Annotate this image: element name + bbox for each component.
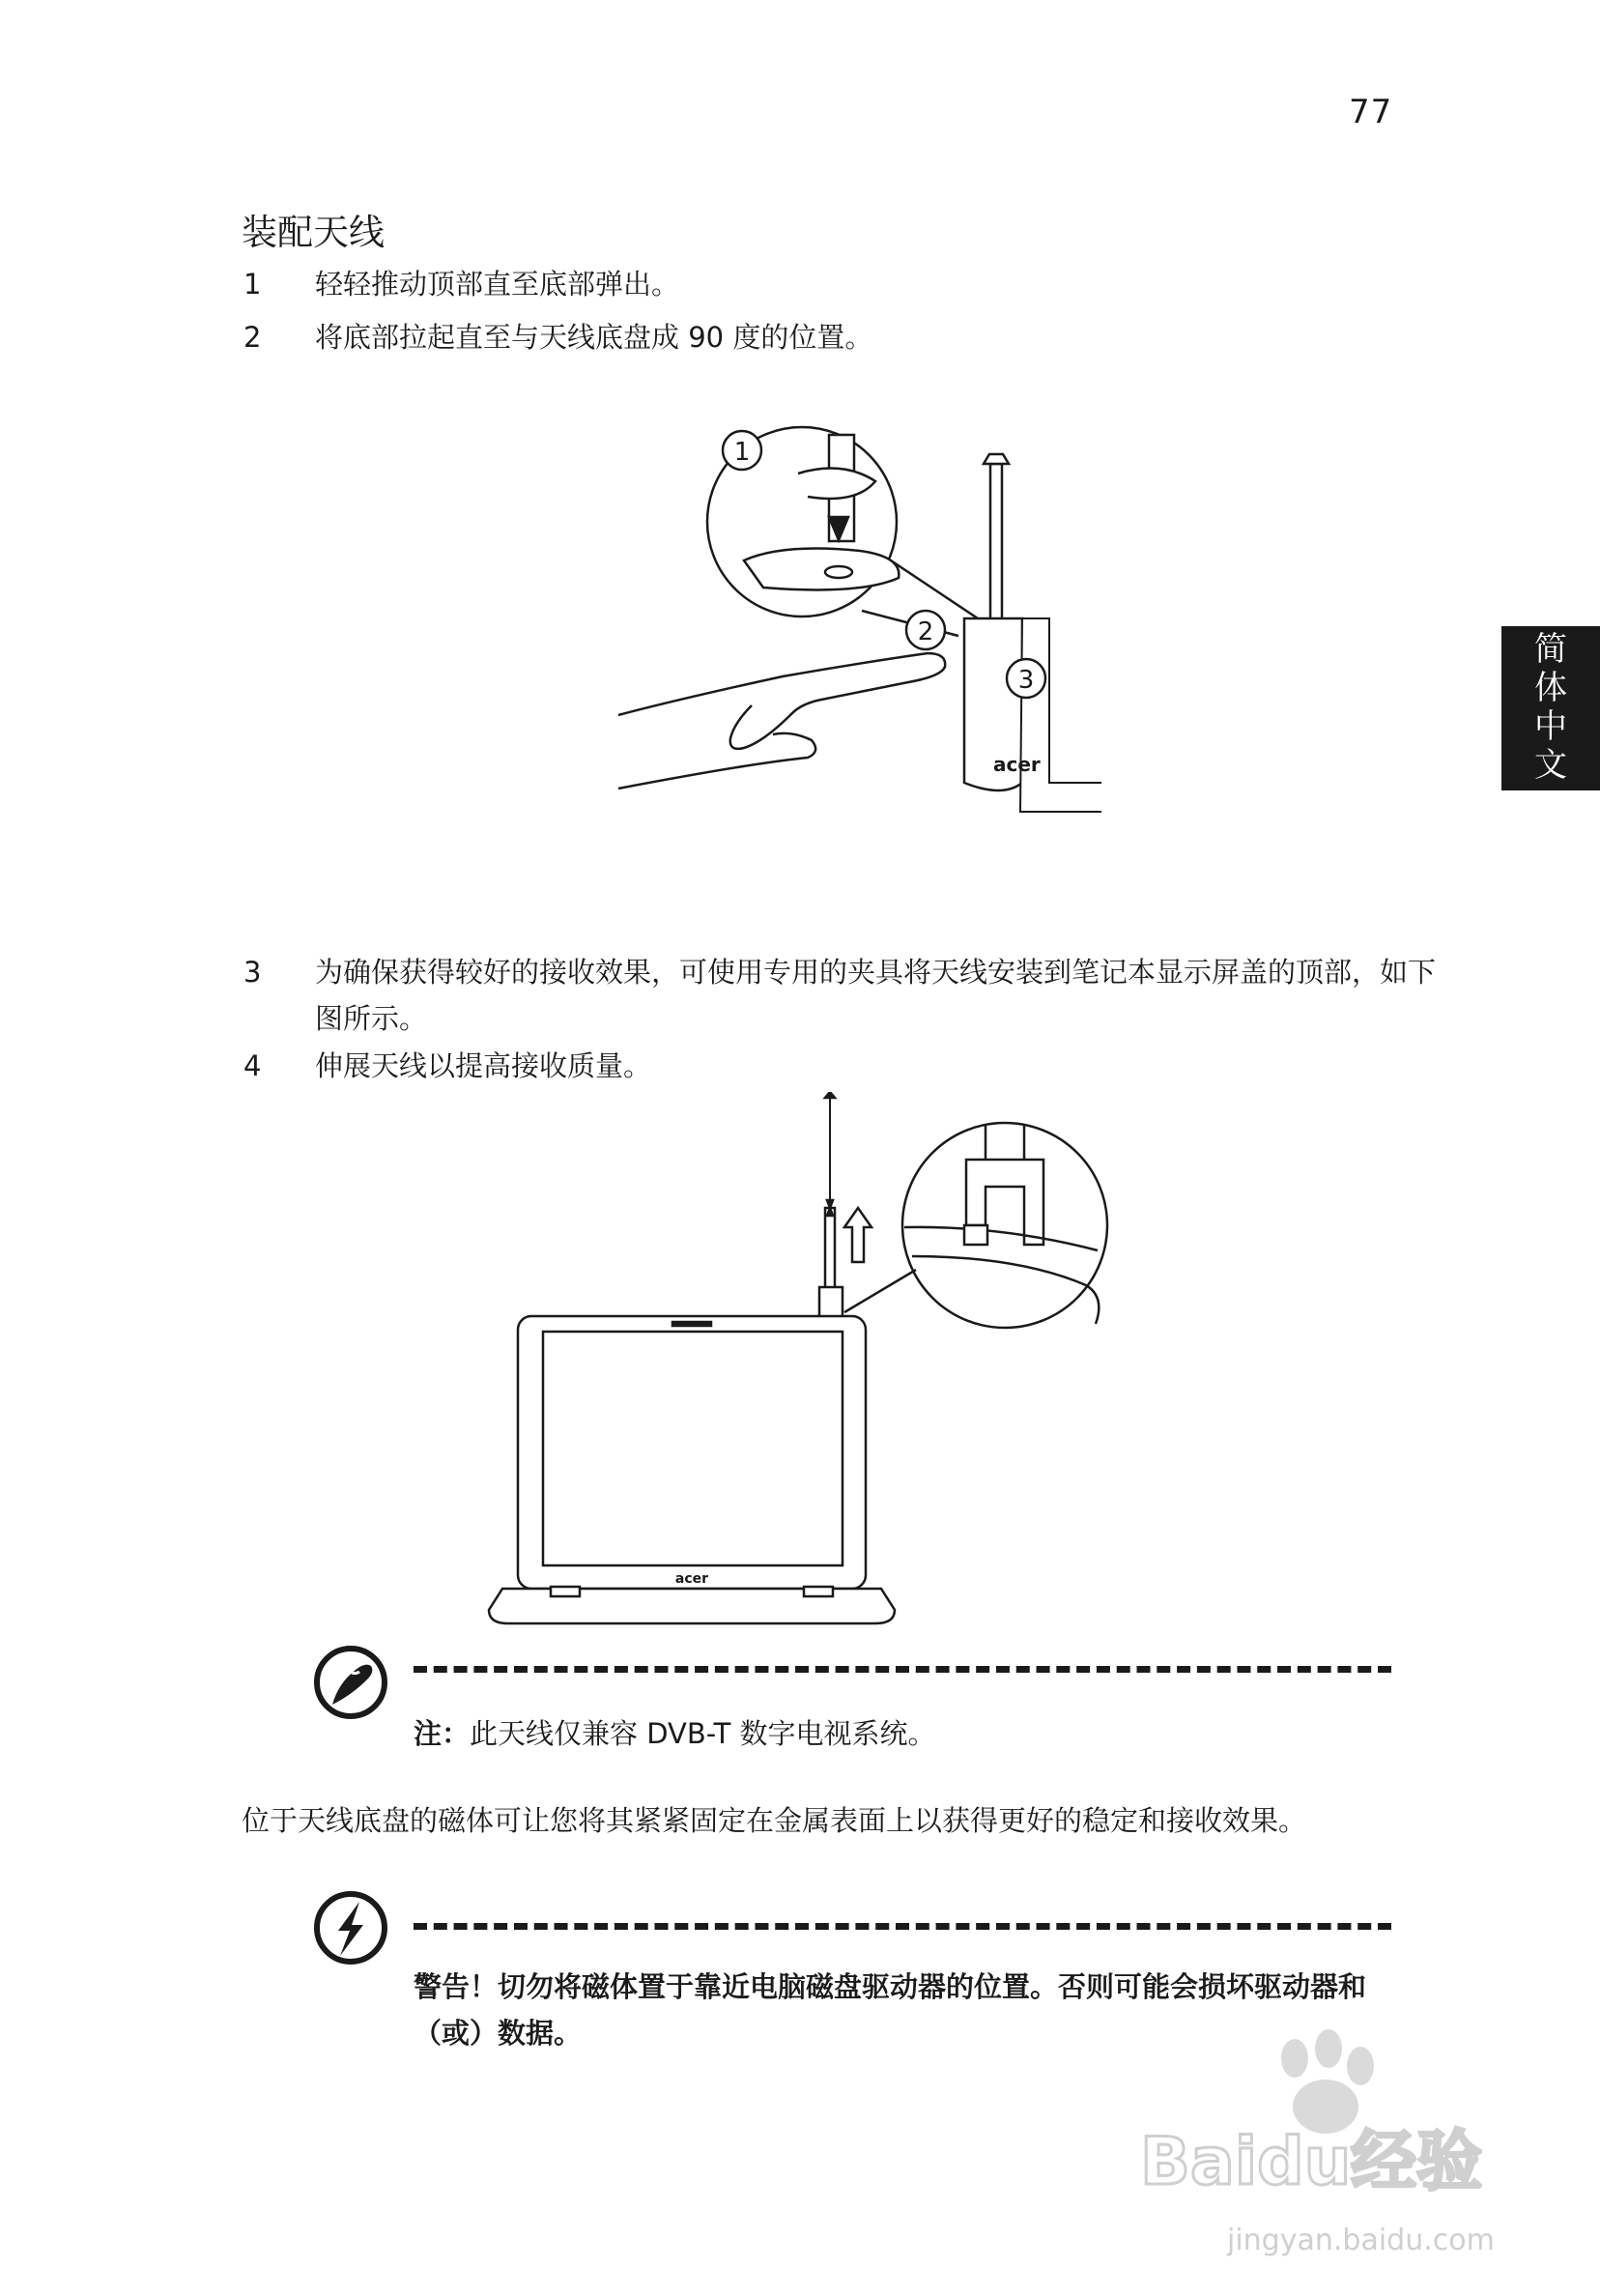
watermark-url: jingyan.baidu.com [1227, 2224, 1495, 2257]
baidu-watermark [1111, 2020, 1517, 2271]
step-number: 1 [243, 268, 262, 301]
step-number: 4 [243, 1049, 262, 1082]
language-tab-char: 体 [1534, 669, 1567, 707]
warning-divider [414, 1923, 1391, 1930]
zoom-circle [902, 1123, 1107, 1328]
laptop-antenna-illustration [483, 1092, 1159, 1633]
step-text: 为确保获得较好的接收效果，可使用专用的夹具将天线安装到笔记本显示屏盖的顶部，如下图所示。 [315, 956, 1437, 1035]
note-icon [311, 1643, 390, 1722]
note-divider [414, 1666, 1391, 1673]
language-tab-char: 文 [1534, 746, 1567, 785]
note-label: 注： [414, 1717, 471, 1750]
step-number: 3 [243, 956, 262, 989]
step-3 [243, 949, 1437, 1042]
step-1 [243, 261, 1384, 307]
warning-icon [311, 1888, 390, 1967]
step-2 [243, 314, 1384, 360]
callout-label: 2 [917, 617, 934, 646]
step-4 [243, 1043, 1384, 1089]
language-tab-char: 简 [1534, 630, 1567, 669]
callout-label: 1 [733, 438, 751, 467]
body-paragraph: 位于天线底盘的磁体可让您将其紧紧固定在金属表面上以获得更好的稳定和接收效果。 [242, 1804, 1307, 1837]
step-text: 伸展天线以提高接收质量。 [315, 1049, 652, 1082]
step-number: 2 [243, 321, 262, 354]
language-tab [1501, 626, 1600, 790]
watermark-brand: Baidu经验 [1140, 2124, 1483, 2200]
page-number: 77 [1349, 93, 1393, 131]
language-tab-char: 中 [1534, 707, 1567, 746]
warning-text: 警告！切勿将磁体置于靠近电脑磁盘驱动器的位置。否则可能会损坏驱动器和（或）数据。 [414, 1970, 1367, 2050]
brand-logo: acer [674, 1571, 709, 1587]
step-text: 将底部拉起直至与天线底盘成 90 度的位置。 [315, 321, 873, 354]
note-text: 此天线仅兼容 DVB-T 数字电视系统。 [470, 1717, 936, 1750]
step-text: 轻轻推动顶部直至底部弹出。 [315, 268, 680, 301]
callout-label: 3 [1017, 666, 1035, 695]
antenna-assembly-illustration [599, 416, 1101, 821]
note [414, 1710, 1380, 1757]
laptop-lid [518, 1316, 866, 1589]
section-heading: 装配天线 [242, 212, 385, 253]
brand-logo: acer [993, 753, 1041, 776]
